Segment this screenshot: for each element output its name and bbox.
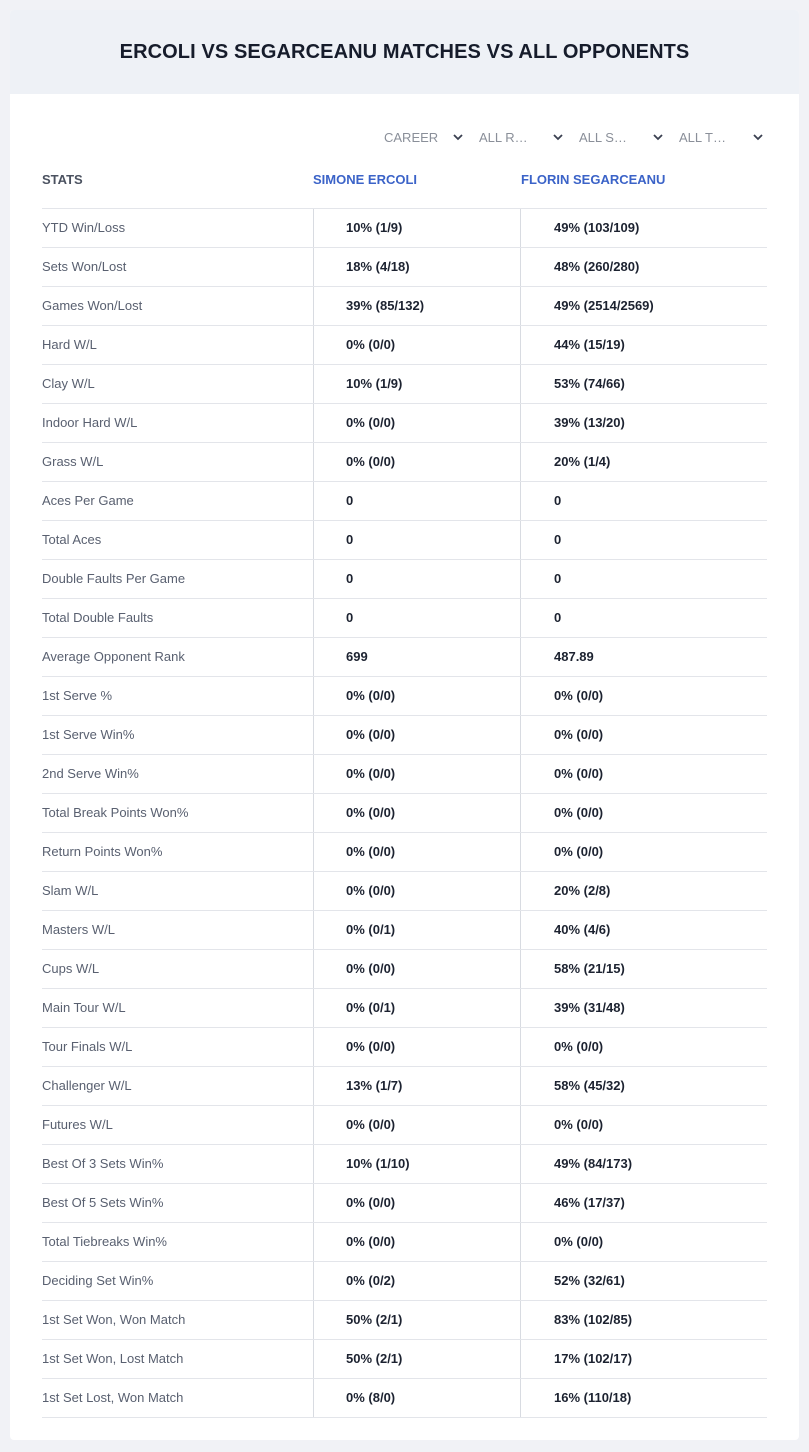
table-row (42, 560, 767, 599)
player1-stat-value: 10% (1/9) (313, 209, 520, 247)
card-header (10, 10, 799, 94)
table-row (42, 716, 767, 755)
player2-stat-value: 0% (0/0) (520, 716, 767, 754)
player2-stat-value: 0 (520, 521, 767, 559)
player2-stat-value: 20% (1/4) (520, 443, 767, 481)
player1-stat-value: 0% (0/0) (313, 404, 520, 442)
stat-label: Total Double Faults (42, 610, 154, 625)
table-row (42, 209, 767, 248)
stat-label: Futures W/L (42, 1117, 113, 1132)
player1-stat-value: 0% (0/0) (313, 872, 520, 910)
table-row (42, 677, 767, 716)
player1-stat-value: 0% (0/0) (313, 716, 520, 754)
table-row (42, 833, 767, 872)
table-row (42, 326, 767, 365)
player2-stat-value: 53% (74/66) (520, 365, 767, 403)
stat-label: Challenger W/L (42, 1078, 132, 1093)
player1-stat-value: 0% (0/0) (313, 833, 520, 871)
player2-stat-value: 0% (0/0) (520, 1106, 767, 1144)
player1-stat-value: 39% (85/132) (313, 287, 520, 325)
player2-stat-value: 44% (15/19) (520, 326, 767, 364)
stat-label: 1st Set Lost, Won Match (42, 1390, 184, 1405)
player1-stat-value: 0 (313, 482, 520, 520)
stat-label: Tour Finals W/L (42, 1039, 133, 1054)
stat-label: 1st Set Won, Won Match (42, 1312, 186, 1327)
player2-stat-value: 487.89 (520, 638, 767, 676)
table-row (42, 950, 767, 989)
player2-stat-value: 49% (103/109) (520, 209, 767, 247)
table-row (42, 1067, 767, 1106)
player2-stat-value: 40% (4/6) (520, 911, 767, 949)
stats-card (10, 10, 799, 1440)
stat-label: Total Tiebreaks Win% (42, 1234, 167, 1249)
filter-period-select[interactable] (384, 126, 464, 148)
player1-stat-value: 50% (2/1) (313, 1340, 520, 1378)
player2-stat-value: 49% (2514/2569) (520, 287, 767, 325)
stat-label: Aces Per Game (42, 493, 134, 508)
table-row (42, 1106, 767, 1145)
player1-stat-value: 0% (0/0) (313, 755, 520, 793)
table-row (42, 404, 767, 443)
stats-table-body (42, 208, 767, 1418)
table-row (42, 599, 767, 638)
table-row (42, 794, 767, 833)
stat-label: 2nd Serve Win% (42, 766, 139, 781)
player1-stat-value: 0% (0/0) (313, 950, 520, 988)
chevron-down-icon (652, 131, 664, 143)
stat-label: Indoor Hard W/L (42, 415, 138, 430)
table-row (42, 989, 767, 1028)
table-row (42, 365, 767, 404)
table-row (42, 755, 767, 794)
player2-stat-value: 0 (520, 482, 767, 520)
player1-stat-value: 50% (2/1) (313, 1301, 520, 1339)
table-row (42, 1379, 767, 1418)
player2-stat-value: 58% (21/15) (520, 950, 767, 988)
player1-stat-value: 13% (1/7) (313, 1067, 520, 1105)
stat-label: Main Tour W/L (42, 1000, 126, 1015)
stat-label: 1st Serve Win% (42, 727, 135, 742)
table-row (42, 1145, 767, 1184)
stat-label: Average Opponent Rank (42, 649, 185, 664)
table-row (42, 248, 767, 287)
page-title: ERCOLI VS SEGARCEANU MATCHES VS ALL OPPONENTS (119, 40, 690, 63)
player1-stat-value: 0% (0/0) (313, 1223, 520, 1261)
stat-label: Double Faults Per Game (42, 571, 186, 586)
table-row (42, 638, 767, 677)
table-row (42, 1301, 767, 1340)
table-row (42, 1340, 767, 1379)
player2-stat-value: 20% (2/8) (520, 872, 767, 910)
player2-stat-value: 0% (0/0) (520, 833, 767, 871)
player2-stat-value: 0% (0/0) (520, 1223, 767, 1261)
stat-label: Total Break Points Won% (42, 805, 189, 820)
player1-stat-value: 0% (0/1) (313, 911, 520, 949)
player2-stat-value: 0% (0/0) (520, 794, 767, 832)
player1-stat-value: 0% (0/0) (313, 677, 520, 715)
filter-label: ALL R… (479, 129, 528, 145)
table-row (42, 443, 767, 482)
stat-label: 1st Set Won, Lost Match (42, 1351, 184, 1366)
table-row (42, 482, 767, 521)
table-header (42, 170, 767, 208)
player2-stat-value: 49% (84/173) (520, 1145, 767, 1183)
filter-bar (10, 126, 799, 148)
player2-stat-value: 83% (102/85) (520, 1301, 767, 1339)
filter-round-select[interactable] (479, 126, 564, 148)
player2-stat-value: 0 (520, 599, 767, 637)
player1-stat-value: 18% (4/18) (313, 248, 520, 286)
player1-stat-value: 0% (0/0) (313, 1184, 520, 1222)
column-header-player1[interactable]: SIMONE ERCOLI (313, 172, 418, 187)
column-header-stats: STATS (42, 172, 83, 187)
chevron-down-icon (552, 131, 564, 143)
player2-stat-value: 17% (102/17) (520, 1340, 767, 1378)
filter-tournament-select[interactable] (679, 126, 764, 148)
filter-label: ALL T… (679, 129, 726, 145)
player1-stat-value: 0 (313, 599, 520, 637)
table-row (42, 1223, 767, 1262)
table-row (42, 872, 767, 911)
stat-label: Clay W/L (42, 376, 95, 391)
stat-label: Total Aces (42, 532, 102, 547)
player1-stat-value: 10% (1/9) (313, 365, 520, 403)
stat-label: Masters W/L (42, 922, 115, 937)
chevron-down-icon (752, 131, 764, 143)
player1-stat-value: 0% (0/0) (313, 1028, 520, 1066)
stat-label: Slam W/L (42, 883, 99, 898)
stat-label: Sets Won/Lost (42, 259, 127, 274)
player2-stat-value: 0% (0/0) (520, 755, 767, 793)
player1-stat-value: 0 (313, 560, 520, 598)
player1-stat-value: 0% (0/1) (313, 989, 520, 1027)
column-header-player2[interactable]: FLORIN SEGARCEANU (521, 172, 666, 187)
player1-stat-value: 0% (0/0) (313, 1106, 520, 1144)
chevron-down-icon (452, 131, 464, 143)
filter-label: ALL S… (579, 129, 627, 145)
stat-label: Hard W/L (42, 337, 97, 352)
player2-stat-value: 16% (110/18) (520, 1379, 767, 1417)
player1-stat-value: 0% (0/2) (313, 1262, 520, 1300)
player1-stat-value: 10% (1/10) (313, 1145, 520, 1183)
player1-stat-value: 0 (313, 521, 520, 559)
player1-stat-value: 699 (313, 638, 520, 676)
table-row (42, 287, 767, 326)
player2-stat-value: 46% (17/37) (520, 1184, 767, 1222)
player2-stat-value: 39% (31/48) (520, 989, 767, 1027)
player2-stat-value: 0% (0/0) (520, 1028, 767, 1066)
stat-label: Best Of 5 Sets Win% (42, 1195, 164, 1210)
stat-label: Games Won/Lost (42, 298, 143, 313)
player2-stat-value: 58% (45/32) (520, 1067, 767, 1105)
filter-label: CAREER (384, 129, 439, 145)
player1-stat-value: 0% (0/0) (313, 794, 520, 832)
player1-stat-value: 0% (8/0) (313, 1379, 520, 1417)
table-row (42, 1262, 767, 1301)
player2-stat-value: 0% (0/0) (520, 677, 767, 715)
table-row (42, 1028, 767, 1067)
player1-stat-value: 0% (0/0) (313, 326, 520, 364)
stat-label: Cups W/L (42, 961, 100, 976)
player2-stat-value: 52% (32/61) (520, 1262, 767, 1300)
stat-label: Return Points Won% (42, 844, 163, 859)
stat-label: Best Of 3 Sets Win% (42, 1156, 164, 1171)
stat-label: Grass W/L (42, 454, 104, 469)
player2-stat-value: 48% (260/280) (520, 248, 767, 286)
stat-label: 1st Serve % (42, 688, 113, 703)
player1-stat-value: 0% (0/0) (313, 443, 520, 481)
stat-label: YTD Win/Loss (42, 220, 126, 235)
player2-stat-value: 39% (13/20) (520, 404, 767, 442)
table-row (42, 1184, 767, 1223)
player2-stat-value: 0 (520, 560, 767, 598)
table-row (42, 521, 767, 560)
filter-surface-select[interactable] (579, 126, 664, 148)
stat-label: Deciding Set Win% (42, 1273, 154, 1288)
table-row (42, 911, 767, 950)
